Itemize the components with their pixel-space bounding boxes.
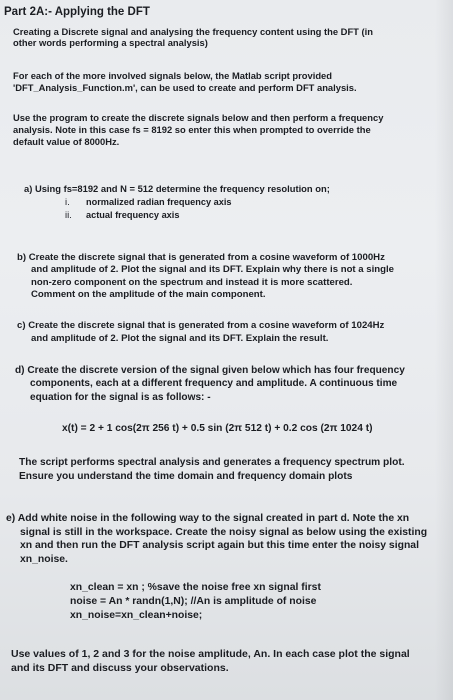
part-a-item-ii-text: actual frequency axis <box>86 210 180 220</box>
part-e-question <box>6 512 427 567</box>
part-d-script-line: Ensure you understand the time domain and frequency domain plots <box>19 470 353 482</box>
part-c-question <box>17 320 384 345</box>
part-d-script-line: The script performs spectral analysis and generates a frequency spectrum plot. <box>19 457 405 468</box>
part-e-final-instruction <box>11 647 410 675</box>
intro-paragraph <box>13 26 373 49</box>
page-title: Part 2A:- Applying the DFT <box>4 6 150 18</box>
script-note-paragraph <box>13 70 357 93</box>
use-program-paragraph <box>13 112 383 147</box>
code-line: xn_noise=xn_clean+noise; <box>70 610 203 622</box>
use-program-line: Use the program to create the discrete signals below and then perform a frequency <box>13 112 384 123</box>
part-a-question: a) Using fs=8192 and N = 512 determine the frequency resolution on; <box>24 183 330 194</box>
part-a-item-ii-number: ii. <box>65 209 72 220</box>
part-b-question <box>17 252 394 302</box>
code-line: noise = An * randn(1,N); //An is amplitude of noise <box>70 596 317 608</box>
signal-equation: x(t) = 2 + 1 cos(2π 256 t) + 0.5 sin (2π 512 t) + 0.2 cos (2π 1024 t) <box>62 423 373 434</box>
code-line: xn_clean = xn ; %save the noise free xn signal first <box>70 582 321 593</box>
part-e-line: xn_noise. <box>20 554 68 566</box>
part-e-line: xn and then run the DFT analysis script again but this time enter the noisy signal <box>20 540 419 552</box>
use-program-line: analysis. Note in this case fs = 8192 so enter this when prompted to override the <box>13 123 371 135</box>
paper-shadow <box>435 0 453 700</box>
noise-code-block <box>70 581 321 624</box>
part-d-script-note <box>19 456 405 483</box>
script-note-line: 'DFT_Analysis_Function.m', can be used to create and perform DFT analysis. <box>13 81 357 93</box>
part-a-item-i-text: normalized radian frequency axis <box>86 197 232 207</box>
part-b-line: and amplitude of 2. Plot the signal and its DFT. Explain why there is not a single <box>31 264 395 276</box>
part-b-line: non-zero component on the spectrum and instead it is more scattered. <box>31 276 353 288</box>
use-program-line: default value of 8000Hz. <box>13 135 120 147</box>
part-c-line: and amplitude of 2. Plot the signal and its DFT. Explain the result. <box>31 332 329 344</box>
part-e-line: e) Add white noise in the following way to the signal created in part d. Note the xn <box>6 513 410 524</box>
final-instruction-line: and its DFT and discuss your observations. <box>11 662 229 675</box>
intro-line: other words performing a spectral analysis) <box>13 37 208 49</box>
final-instruction-line: Use values of 1, 2 and 3 for the noise amplitude, An. In each case plot the signal <box>11 648 410 660</box>
part-d-question <box>15 364 405 404</box>
part-e-line: signal is still in the workspace. Create the noisy signal as below using the existing <box>20 526 428 538</box>
part-d-line: equation for the signal is as follows: - <box>30 391 211 403</box>
intro-line: Creating a Discrete signal and analysing the frequency content using the DFT (in <box>13 26 373 37</box>
part-b-line: b) Create the discrete signal that is generated from a cosine waveform of 1000Hz <box>17 252 385 263</box>
part-b-line: Comment on the amplitude of the main component. <box>31 289 266 301</box>
part-a-item-i-number: i. <box>65 196 70 207</box>
part-d-line: d) Create the discrete version of the signal given below which has four frequency <box>15 365 405 376</box>
part-c-line: c) Create the discrete signal that is generated from a cosine waveform of 1024Hz <box>17 320 385 331</box>
script-note-line: For each of the more involved signals below, the Matlab script provided <box>13 70 332 81</box>
part-d-line: components, each at a different frequency and amplitude. A continuous time <box>30 378 398 390</box>
